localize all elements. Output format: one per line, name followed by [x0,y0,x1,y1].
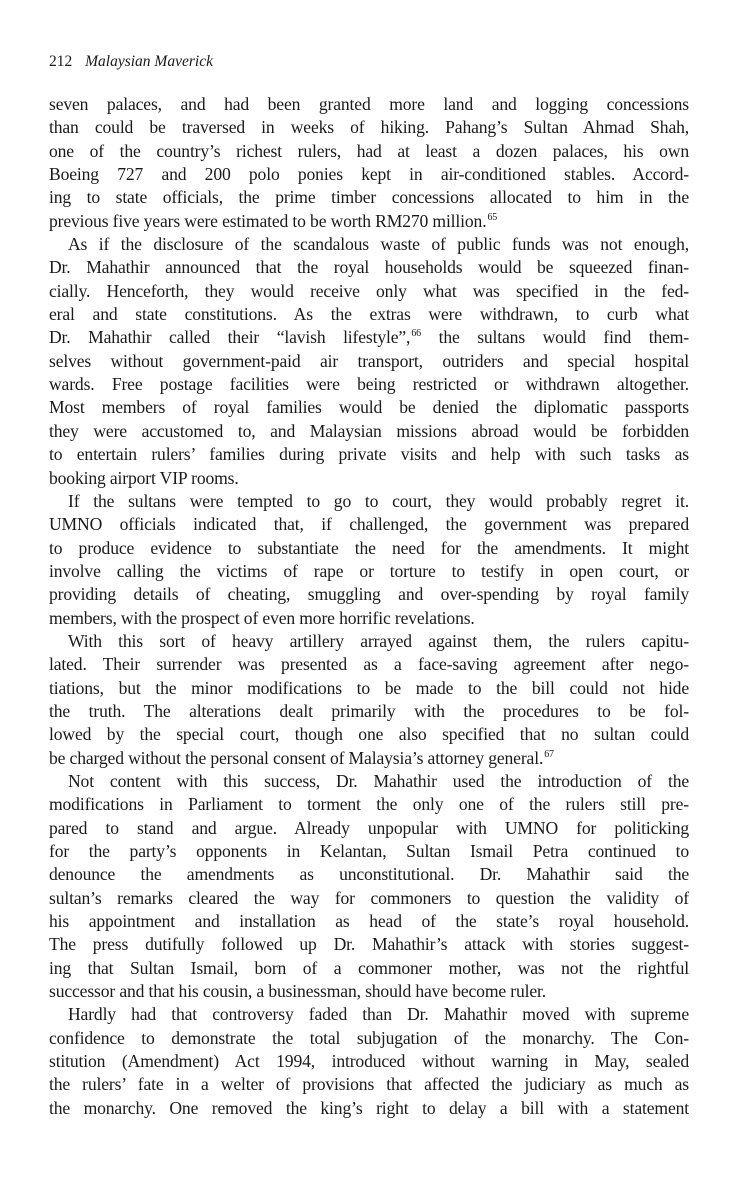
text-line [49,326,689,349]
text-line: than could be traversed in weeks of hiking. Pahang’s Sultan Ahmad Shah, [49,117,689,138]
text-line: Not content with this success, Dr. Mahathir used the introduction of the [68,770,689,791]
text-line: cially. Henceforth, they would receive only what was specified in the fed- [49,280,689,301]
text-line: modifications in Parliament to torment the only one of the rulers still pre- [49,794,689,815]
text-line-content: previous five years were estimated to be worth RM270 million. [49,210,487,231]
text-line: If the sultans were tempted to go to court, they would probably regret it. [68,490,689,511]
paragraph [49,770,689,1003]
text-line [49,210,689,233]
paragraph [49,233,689,490]
text-line-content: Dr. Mahathir called their “lavish lifestyle”, [49,327,411,348]
text-line: pared to stand and argue. Already unpopular with UMNO for politicking [49,817,689,838]
running-head [49,52,213,72]
text-line: lated. Their surrender was presented as a face-saving agreement after nego- [49,654,689,675]
text-line: With this sort of heavy artillery arrayed against them, the rulers capitu- [68,630,689,651]
text-line: involve calling the victims of rape or torture to testify in open court, or [49,560,689,581]
text-line: Most members of royal families would be denied the diplomatic passports [49,397,689,418]
text-line: selves without government-paid air transport, outriders and special hospital [49,350,689,371]
text-line: The press dutifully followed up Dr. Mahathir’s attack with stories suggest- [49,934,689,955]
text-line: sultan’s remarks cleared the way for commoners to question the validity of [49,887,689,908]
text-line: seven palaces, and had been granted more land and logging concessions [49,94,689,114]
text-line: stitution (Amendment) Act 1994, introduced without warning in May, sealed [49,1051,689,1072]
page-number: 212 [49,53,73,70]
footnote-marker[interactable]: 66 [411,328,422,340]
footnote-marker[interactable]: 65 [487,211,498,223]
text-line: they were accustomed to, and Malaysian missions abroad would be forbidden [49,420,689,441]
text-line: his appointment and installation as head of the state’s royal household. [49,911,689,932]
text-line: to produce evidence to substantiate the need for the amendments. It might [49,537,689,558]
book-title: Malaysian Maverick [85,53,213,70]
text-line: Boeing 727 and 200 polo ponies kept in air-conditioned stables. Accord- [49,164,689,185]
text-line: Dr. Mahathir announced that the royal households would be squeezed finan- [49,257,689,278]
text-line: the truth. The alterations dealt primarily with the procedures to be fol- [49,700,689,721]
footnote-marker[interactable]: 67 [544,748,554,760]
text-line: confidence to demonstrate the total subjugation of the monarchy. The Con- [49,1027,689,1048]
text-line: members, with the prospect of even more horrific revelations. [49,607,475,628]
text-line: Hardly had that controversy faded than Dr. Mahathir moved with supreme [68,1004,689,1025]
text-line: one of the country’s richest rulers, had at least a dozen palaces, his own [49,140,689,161]
text-line: the rulers’ fate in a welter of provisions that affected the judiciary as much as [49,1074,689,1095]
paragraph [49,630,689,770]
text-line-content: be charged without the personal consent of Malaysia’s attorney general. [49,747,544,768]
paragraph [49,490,689,630]
text-line: tiations, but the minor modifications to be made to the bill could not hide [49,677,689,698]
text-line: to entertain rulers’ families during private visits and help with such tasks as [49,444,689,465]
paragraph [49,93,689,233]
text-line: for the party’s opponents in Kelantan, Sultan Ismail Petra continued to [49,841,689,861]
text-line: the monarchy. One removed the king’s right to delay a bill with a statement [49,1097,689,1118]
text-line: As if the disclosure of the scandalous waste of public funds was not enough, [68,234,689,255]
text-line-content: the sultans would find them- [421,327,690,348]
body-text [49,93,689,1120]
text-line: lowed by the special court, though one also specified that no sultan could [49,724,689,745]
text-line: ing that Sultan Ismail, born of a commoner mother, was not the rightful [49,957,689,978]
text-line: providing details of cheating, smuggling and over-spending by royal family [49,584,689,605]
text-line: booking airport VIP rooms. [49,467,239,488]
text-line: successor and that his cousin, a businessman, should have become ruler. [49,981,547,1002]
paragraph [49,1003,689,1120]
text-line: wards. Free postage facilities were being restricted or withdrawn altogether. [49,374,689,395]
text-line: eral and state constitutions. As the extras were withdrawn, to curb what [49,304,689,325]
text-line: UMNO officials indicated that, if challenged, the government was prepared [49,514,689,535]
text-line [49,747,689,770]
text-line: denounce the amendments as unconstitutional. Dr. Mahathir said the [49,864,689,885]
text-line: ing to state officials, the prime timber concessions allocated to him in the [49,187,689,208]
